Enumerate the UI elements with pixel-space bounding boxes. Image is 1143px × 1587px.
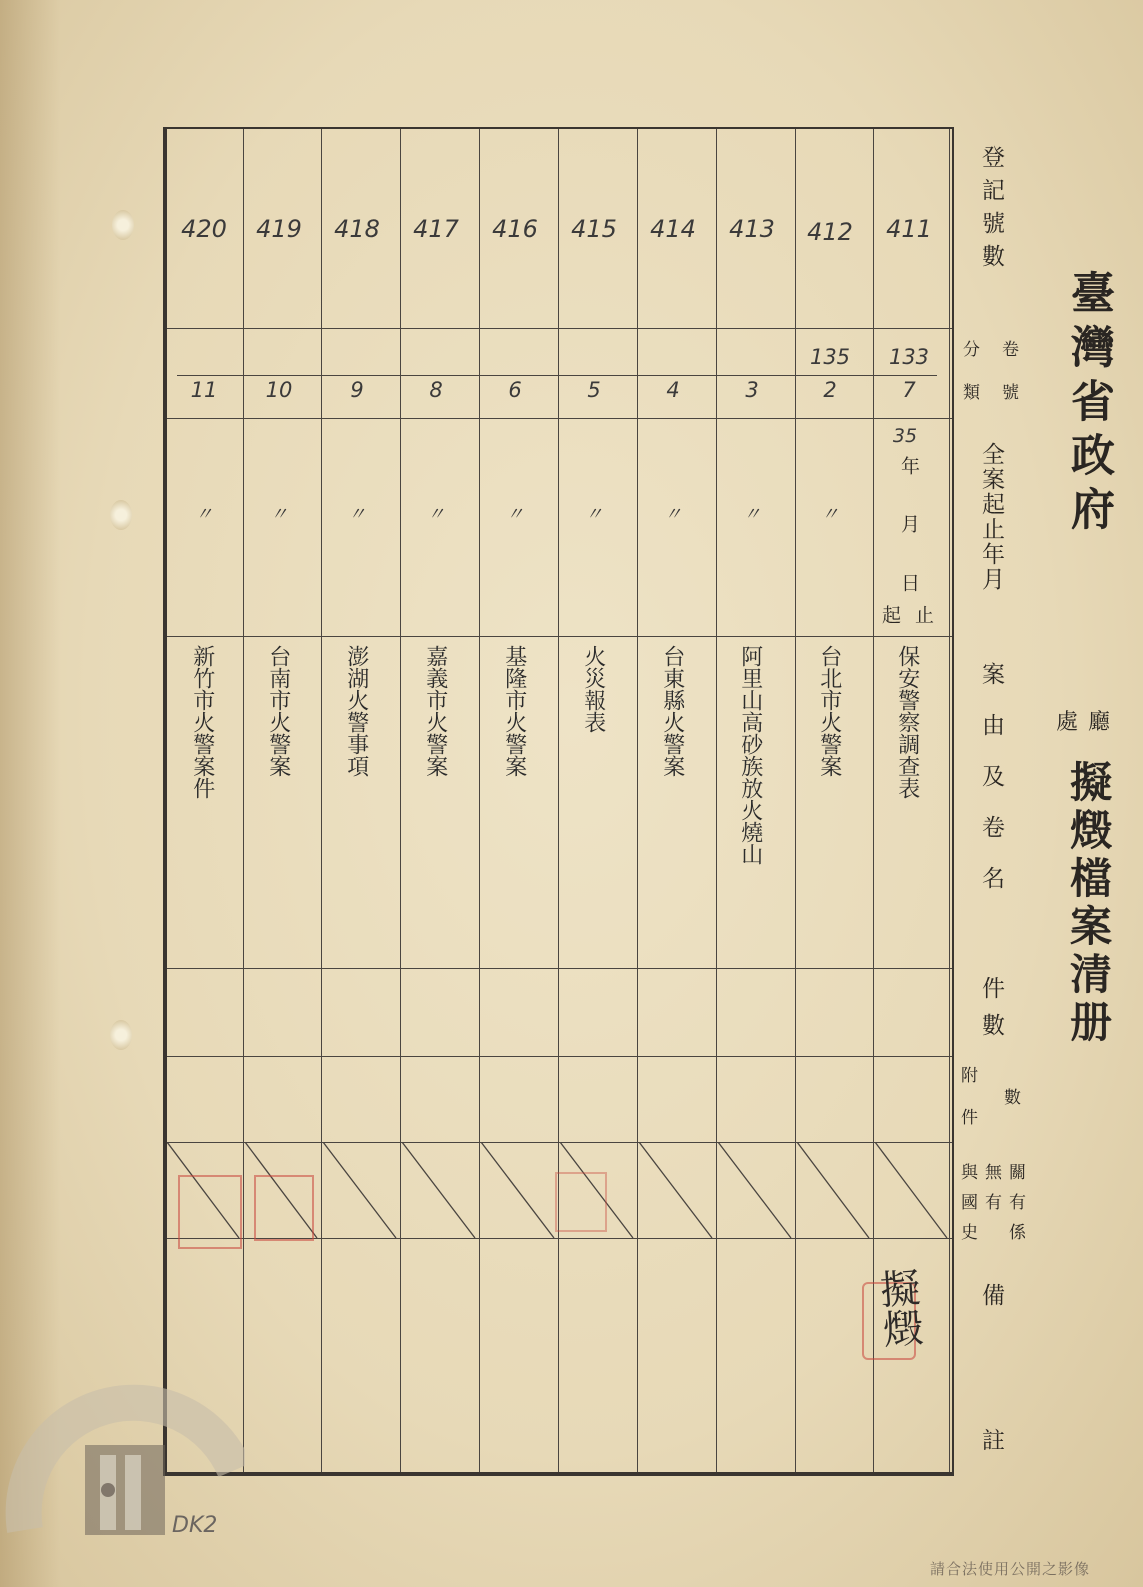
header-history-2: 國 [957, 1193, 977, 1210]
faded-red-seal [178, 1175, 242, 1249]
faded-red-seal [555, 1172, 607, 1232]
registration-number: 414 [650, 215, 696, 243]
subject-text: 阿里山高砂族放火燒山 [737, 645, 763, 865]
class-number: 7 [902, 378, 916, 402]
row-divider [167, 968, 952, 969]
header-volume-1: 卷 [998, 340, 1018, 357]
period-year-label: 年 [898, 456, 920, 475]
period-end-label: 止 [912, 605, 934, 624]
header-volume-2: 號 [998, 383, 1018, 400]
paper-edge-shadow [0, 0, 60, 1587]
row-divider [167, 636, 952, 637]
column-divider [949, 129, 950, 1472]
header-class-1: 分 [959, 340, 979, 357]
period-ditto: 〃 [195, 504, 213, 525]
class-number: 6 [508, 378, 522, 402]
volume-number: 135 [809, 345, 851, 369]
registration-number: 418 [334, 215, 380, 243]
column-divider [795, 129, 796, 1472]
registration-number: 416 [492, 215, 538, 243]
subject-text: 新竹市火警案件 [189, 645, 215, 799]
header-history-7: 有 [1005, 1193, 1025, 1210]
registration-number: 419 [256, 215, 302, 243]
header-attachment-3: 數 [1000, 1088, 1020, 1105]
header-subject: 案由及卷名 [978, 662, 1004, 917]
class-number: 3 [745, 378, 759, 402]
faded-red-seal [254, 1175, 314, 1241]
government-name: 臺灣省政府 [1063, 270, 1114, 540]
register-table [163, 127, 954, 1476]
pencil-note: DK2 [172, 1513, 218, 1538]
header-history-8: 係 [1005, 1223, 1025, 1240]
class-number: 4 [666, 378, 680, 402]
header-history-1: 與 [957, 1163, 977, 1180]
department-label-bottom: 處 [1056, 710, 1079, 735]
subject-text: 嘉義市火警案 [422, 645, 448, 777]
class-number: 5 [587, 378, 601, 402]
header-history-6: 關 [1005, 1163, 1025, 1180]
column-divider [558, 129, 559, 1472]
subject-text: 台北市火警案 [816, 645, 842, 777]
header-remarks-bottom: 註 [978, 1428, 1004, 1451]
header-attachment-1: 附 [957, 1066, 977, 1083]
period-ditto: 〃 [664, 504, 682, 525]
punch-hole [110, 1020, 132, 1050]
column-divider [400, 129, 401, 1472]
header-count: 件數 [978, 976, 1004, 1050]
subject-text: 台南市火警案 [265, 645, 291, 777]
header-class-2: 類 [959, 383, 979, 400]
subject-text: 澎湖火警事項 [343, 645, 369, 777]
header-history-3: 史 [957, 1223, 977, 1240]
row-divider [167, 418, 952, 419]
header-attachment-2: 件 [957, 1108, 977, 1125]
column-divider [637, 129, 638, 1472]
subject-text: 保安警察調查表 [894, 645, 920, 799]
registration-number: 417 [413, 215, 459, 243]
column-divider [321, 129, 322, 1472]
period-ditto: 〃 [427, 504, 445, 525]
registration-number: 415 [571, 215, 617, 243]
class-number: 2 [823, 378, 837, 402]
period-month-label: 月 [898, 514, 920, 533]
volume-class-split [177, 375, 937, 376]
subject-text: 基隆市火警案 [501, 645, 527, 777]
period-ditto: 〃 [506, 504, 524, 525]
class-number: 9 [350, 378, 364, 402]
column-divider [479, 129, 480, 1472]
class-number: 11 [190, 378, 218, 402]
header-history-4: 無 [981, 1163, 1001, 1180]
period-ditto: 〃 [821, 504, 839, 525]
department-label-top: 廳 [1088, 710, 1111, 735]
document-title: 擬燬檔案清册 [1064, 760, 1113, 1048]
registration-number: 420 [181, 215, 227, 243]
registration-number: 411 [886, 215, 932, 243]
class-number: 8 [429, 378, 443, 402]
usage-notice: 請合法使用公開之影像 [930, 1560, 1091, 1578]
period-year-value: 35 [892, 425, 918, 447]
period-start-label: 起 [879, 605, 901, 624]
punch-hole [112, 210, 134, 240]
registration-number: 413 [729, 215, 775, 243]
signature: 擬燬 [872, 1266, 924, 1350]
row-divider [167, 328, 952, 329]
registration-number: 412 [807, 218, 853, 246]
period-ditto: 〃 [743, 504, 761, 525]
header-remarks-top: 備 [978, 1283, 1004, 1306]
subject-text: 火災報表 [580, 645, 606, 733]
volume-number: 133 [888, 345, 930, 369]
class-number: 10 [265, 378, 293, 402]
row-divider [167, 1056, 952, 1057]
header-period: 全案起止年月 [978, 442, 1004, 592]
period-ditto: 〃 [270, 504, 288, 525]
period-ditto: 〃 [585, 504, 603, 525]
punch-hole [110, 500, 132, 530]
subject-text: 台東縣火警案 [659, 645, 685, 777]
period-ditto: 〃 [348, 504, 366, 525]
column-divider [716, 129, 717, 1472]
period-day-label: 日 [898, 573, 920, 592]
column-divider [243, 129, 244, 1472]
header-registration-number: 登記號數 [978, 145, 1004, 277]
header-history-5: 有 [981, 1193, 1001, 1210]
